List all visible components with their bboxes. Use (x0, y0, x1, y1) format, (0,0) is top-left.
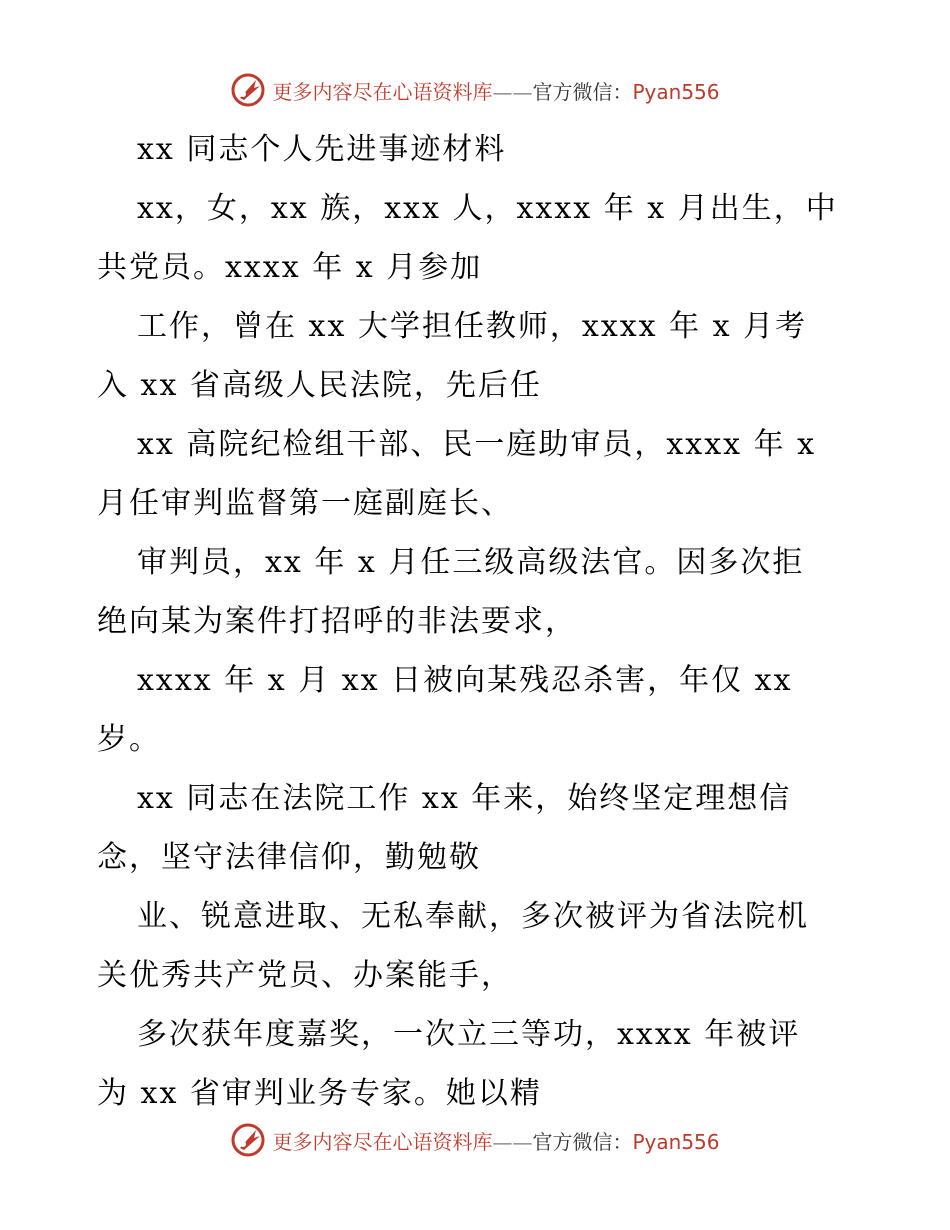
banner-text (272, 76, 719, 105)
paragraph-line: 业、锐意进取、无私奉献，多次被评为省法院机 (137, 899, 809, 934)
quill-logo-icon (230, 72, 266, 108)
paragraph-line: 念，坚守法律信仰，勤勉敬 (97, 840, 481, 875)
banner-slogan: 更多内容尽在心语资料库 (272, 79, 493, 104)
paragraph-line: xx，女，xx 族，xxx 人，xxxx 年 x 月出生，中 (137, 191, 838, 226)
paragraph-line: 绝向某为案件打招呼的非法要求， (97, 604, 577, 639)
banner-official-label: 官方微信： (532, 79, 633, 104)
banner-dash: —— (492, 79, 533, 104)
paragraph-line: xx 同志在法院工作 xx 年来，始终坚定理想信 (137, 781, 792, 816)
banner-official-label: 官方微信： (532, 1129, 633, 1154)
paragraph-line: 共党员。xxxx 年 x 月参加 (97, 250, 483, 285)
banner-wechat-id: Pyan556 (632, 79, 720, 104)
banner-dash: —— (492, 1129, 533, 1154)
document-body (97, 120, 867, 1123)
paragraph-line: 审判员，xx 年 x 月任三级高级法官。因多次拒 (137, 545, 805, 580)
paragraph-line: 为 xx 省审判业务专家。她以精 (97, 1076, 542, 1111)
paragraph-line: xx 高院纪检组干部、民一庭助审员，xxxx 年 x (137, 427, 817, 462)
paragraph-line: 入 xx 省高级人民法院，先后任 (97, 368, 542, 403)
paragraph-line: 岁。 (97, 722, 161, 757)
paragraph-line: 关优秀共产党员、办案能手， (97, 958, 513, 993)
banner-text (272, 1126, 719, 1155)
quill-logo-icon (230, 1122, 266, 1158)
banner-wechat-id: Pyan556 (632, 1129, 720, 1154)
paragraph-line: 月任审判监督第一庭副庭长、 (97, 486, 513, 521)
paragraph-line: 多次获年度嘉奖，一次立三等功，xxxx 年被评 (137, 1017, 801, 1052)
document-title: xx 同志个人先进事迹材料 (137, 132, 507, 167)
paragraph-line: 工作，曾在 xx 大学担任教师，xxxx 年 x 月考 (137, 309, 808, 344)
banner-slogan: 更多内容尽在心语资料库 (272, 1129, 493, 1154)
paragraph-line: xxxx 年 x 月 xx 日被向某残忍杀害，年仅 xx (137, 663, 793, 698)
header-banner (0, 70, 950, 110)
footer-banner (0, 1120, 950, 1160)
